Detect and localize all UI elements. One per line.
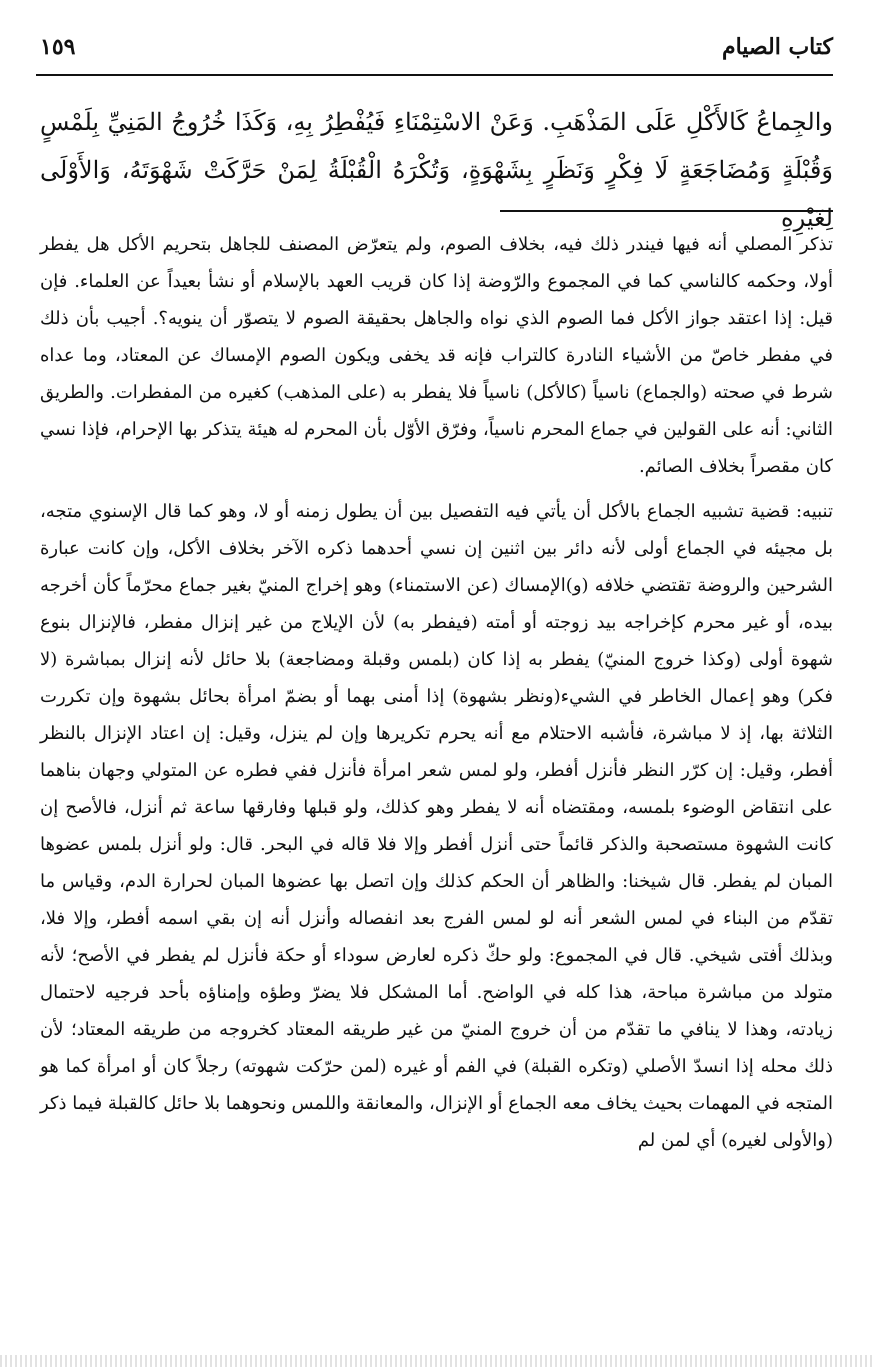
page-number: ١٥٩	[40, 34, 76, 60]
header-divider	[36, 74, 833, 76]
text-separator	[500, 210, 833, 212]
commentary	[40, 226, 833, 1159]
page-header	[40, 32, 833, 72]
commentary-paragraph-2: تنبيه: قضية تشبيه الجماع بالأكل أن يأتي فيه التفصيل بين أن يطول زمنه أو لا، وهو كما قال الإسنوي متجه، بل مجيئه في الجماع أولى لأنه دائر بين اثنين إن نسي أحدهما ذكره الآخر بخلاف الأكل، وإن كانت عبارة الشرحين والروضة تقتضي خلافه (و)الإمساك (عن الاستمناء) وهو إخراج المنيّ بغير جماع محرّماً كأن أخرجه بيده، أو غير محرم كإخراجه بيد زوجته أو أمته (فيفطر به) لأن الإيلاج من غير إنزال مفطر، فالإنزال بنوع شهوة أولى (وكذا خروج المنيّ) يفطر به إذا كان (بلمس وقبلة ومضاجعة) بلا حائل لأنه إنزال بمباشرة (لا فكر) وهو إعمال الخاطر في الشيء(ونظر بشهوة) إذا أمنى بهما أو بضمّ امرأة بحائل بشهوة وإن تكررت الثلاثة بها، إذ لا مباشرة، فأشبه الاحتلام مع أنه يحرم تكريرها وإن لم ينزل، وقيل: إن اعتاد الإنزال بالنظر أفطر، وقيل: إن كرّر النظر فأنزل أفطر، ولو لمس شعر امرأة فأنزل ففي فطره عن المتولي وجهان بناهما على انتقاض الوضوء بلمسه، ومقتضاه أنه لا يفطر وهو كذلك، ولو قبلها وفارقها ساعة ثم أنزل، فالأصح إن كانت الشهوة مستصحبة والذكر قائماً حتى أنزل أفطر وإلا فلا قاله في البحر. قال: ولو أنزل بلمس عضوها المبان لم يفطر. قال شيخنا: والظاهر أن الحكم كذلك وإن اتصل بها عضوها المبان لحرارة الدم، وقياس ما تقدّم من البناء في لمس الشعر أنه لو لمس الفرج بعد انفصاله وأنزل أنه إن بقي اسمه أفطر، وإلا فلا، وبذلك أفتى شيخي. قال في المجموع: ولو حكّ ذكره لعارض سوداء أو حكة فأنزل لم يفطر في الأصح؛ لأنه متولد من مباشرة مباحة، هذا كله في الواضح. أما المشكل فلا يضرّ وطؤه وإمناؤه بأحد فرجيه لاحتمال زيادته، وهذا لا ينافي ما تقدّم من أن خروج المنيّ من غير طريقه المعتاد كخروجه من طريقه المعتاد؛ لأن ذلك محله إذا انسدّ الأصلي (وتكره القبلة) في الفم أو غيره (لمن حرّكت شهوته) رجلاً كان أو امرأة كما هو المتجه في المهمات بحيث يخاف معه الجماع أو الإنزال، والمعانقة واللمس ونحوهما بلا حائل كالقبلة فيما ذكر (والأولى لغيره) أي لمن لم	[40, 501, 833, 1151]
commentary-paragraph-1: تذكر المصلي أنه فيها فيندر ذلك فيه، بخلاف الصوم، ولم يتعرّض المصنف للجاهل بتحريم الأكل هل يفطر أولا، وحكمه كالناسي كما في المجموع والرّوضة إذا كان قريب العهد بالإسلام أو نشأ بعيداً عن العلماء. فإن قيل: إذا اعتقد جواز الأكل فما الصوم الذي نواه والجاهل بحقيقة الصوم لا يتصوّر أن ينويه؟. أجيب بأن ذلك في مفطر خاصّ من الأشياء النادرة كالتراب فإنه قد يخفى ويكون الصوم الإمساك عن المعتاد، وما عداه شرط في صحته (والجماع) ناسياً (كالأكل) ناسياً فلا يفطر به (على المذهب) كغيره من المفطرات. والطريق الثاني: أنه على القولين في جماع المحرم ناسياً، وفرّق الأوّل بأن المحرم له هيئة يتذكر بها الإحرام، فإذا نسي كان مقصراً بخلاف الصائم.	[40, 234, 833, 477]
scan-edge-noise	[0, 1355, 873, 1367]
chapter-title: كتاب الصيام	[721, 34, 833, 60]
main-text: والجِماعُ كَالأَكْلِ عَلَى المَذْهَبِ. وَعَنْ الاسْتِمْنَاءِ فَيُفْطِرُ بِهِ، وَكَذَا خُرُوجُ المَنِيِّ بِلَمْسٍ وَقُبْلَةٍ وَمُضَاجَعَةٍ لَا فِكْرٍ وَنَظَرٍ بِشَهْوَةٍ، وَتُكْرَهُ الْقُبْلَةُ لِمَنْ حَرَّكَتْ شَهْوَتَهُ، وَالأَوْلَى لِغَيْرِهِ	[40, 108, 833, 232]
